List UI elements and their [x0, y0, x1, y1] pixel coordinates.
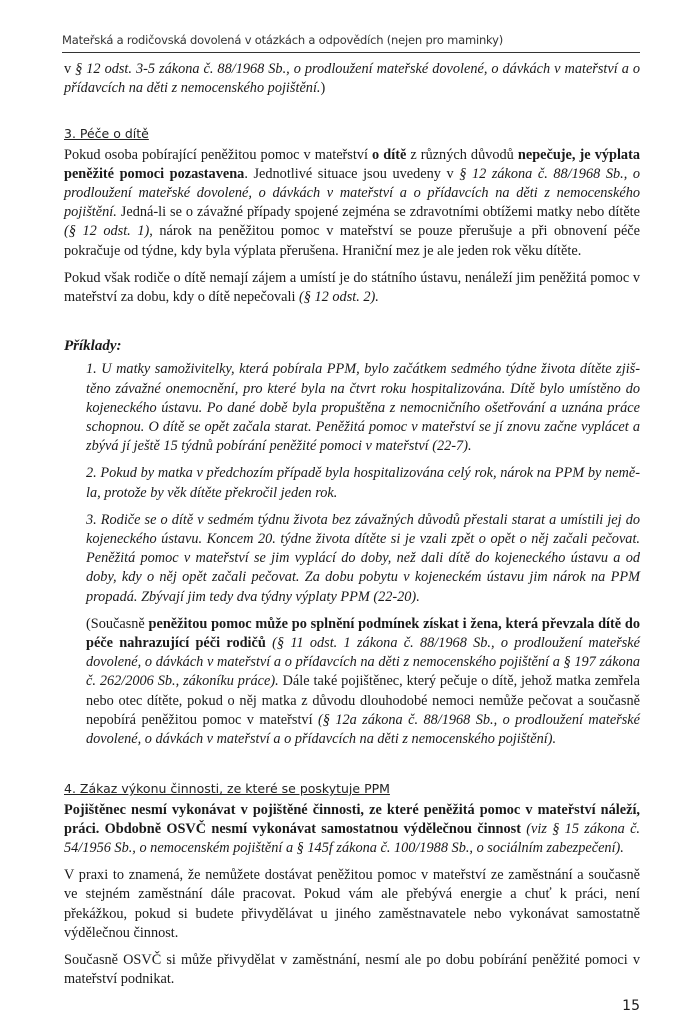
paragraph — [64, 801, 640, 859]
citation-text: § 12 odst. 3-5 zákona č. 88/1968 Sb., o prodloužení mateřské dovolené, o dávkách v mateřství a o přídavcích na děti z nemocenského pojištění. — [64, 61, 640, 97]
bold-text: o dítě — [372, 146, 407, 163]
examples-note — [86, 615, 640, 749]
example-item — [86, 464, 640, 502]
text-run: Pokud však rodiče o dítě nemají zájem a umístí je do státního ústavu, nenáleží jim peněžitá pomoc v mateřství za dobu, kdy o dítě nepečovali — [64, 269, 640, 306]
paragraph — [64, 951, 640, 989]
citation-text: (§ 12 odst. 2). — [299, 289, 379, 306]
text-run: Pokud osoba pobírající peněžitou pomoc v mateřství — [64, 146, 373, 163]
citation-text: (§ 11 odst. 1 zákona č. 88/1968 Sb., o prodloužení mateřské dovolené, o dávkách v mateřství a o přídavcích na děti z nemocenského pojištění a § 197 zákona č. 262/2006 Sb., zákoníku práce). — [86, 635, 640, 690]
text-run: . Jednotlivé situace jsou uvedeny v — [244, 165, 460, 182]
text-run: 3. Rodiče se o dítě v sedmém týdnu života bez závažných důvodů přestali starat a umístili jej do kojeneckého ústavu. Koncem 20. týdne života dítěte si je vzali zpět o opět o něj začali pečovat. Peněžitá pomoc v mateřství se jim vyplácí do doby, než dali dítě do kojeneckého ústavu a od doby, kdy o něj opět začali pečovat. Za dobu pobytu v kojeneckém ústavu jim nárok na PPM propadá. Zbývají jim tedy dva týdny výplaty PPM (22-20). — [86, 511, 640, 605]
page-body — [64, 60, 640, 1027]
text-run: 3. Péče o dítě — [64, 126, 149, 142]
bold-text: peněžitou pomoc může po splnění podmínek získat i žena, která převzala dítě do péče nahrazující péči rodičů — [86, 615, 640, 652]
page-text — [64, 60, 640, 989]
paragraph — [64, 269, 640, 307]
paragraph — [64, 60, 640, 98]
citation-text: § 12 zákona č. 88/1968 Sb., o prodloužení mateřské dovolené, o dávkách v mateřství a o přídavcích na děti z nemocenského pojištění. — [64, 165, 640, 221]
paragraph — [64, 866, 640, 943]
text-run: ) — [320, 80, 326, 97]
citation-text: (viz § 15 zákona č. 54/1956 Sb., o nemocenském pojištění a § 145f zákona č. 100/1988 Sb., o sociálním zabezpečení). — [64, 820, 640, 856]
text-run: Současně OSVČ si může přivydělat v zaměstnání, nesmí ale po dobu pobírání peněžité pomoci v mateřství podnikat. — [64, 951, 640, 988]
bold-text: nepečuje, je výplata peněžité pomoci pozastavena — [64, 146, 640, 182]
example-item — [86, 511, 640, 607]
example-item — [86, 360, 640, 456]
text-run: (Současně — [86, 615, 149, 632]
text-run: Jedná-li se o závažné případy spojené zejména se zdravotními obtížemi matky nebo dítěte — [116, 204, 640, 221]
citation-text: (§ 12 odst. 1) — [64, 223, 150, 240]
text-run: 2. Pokud by matka v předchozím případě byla hospitalizována celý rok, nárok na PPM by neměla, protože by věk dítěte překročil jeden rok. — [86, 465, 640, 501]
text-run: 4. Zákaz výkonu činnosti, ze které se poskytuje PPM — [64, 781, 390, 797]
page-number: 15 — [622, 998, 640, 1015]
section-heading — [64, 779, 640, 798]
text-run: Dále také pojištěnec, který pečuje o dítě, jehož matka zemřela nebo otec dítěte, pokud o něj matka z důvodu dlouhodobé nemoci nemůže pečovat a současně nepobírá peněžitou pomoc v mateřství — [86, 673, 640, 728]
text-run: z různých důvodů — [406, 146, 518, 163]
text-run: V praxi to znamená, že nemůžete dostávat peněžitou pomoc v mateřství ze zaměstnání a současně ve stejném zaměstnání dále pracovat. Pokud vám ale přebývá energie a chuť k práci, není překážkou, pokud si budete přivydělávat u jiného zaměstnavatele nebo vykonávat samostatně výdělečnou činnost. — [64, 867, 640, 941]
running-header: Mateřská a rodičovská dovolená v otázkách a odpovědích (nejen pro maminky) — [62, 33, 640, 53]
section-heading — [64, 124, 640, 143]
text-run: 1. U matky samoživitelky, která pobírala PPM, bylo začátkem sedmého týdne života dítěte zjištěno závažné onemocnění, pro které byla na čtvrt roku hospitalizována. Dítě bylo umístěno do kojeneckého ústavu. Po dané době byla propuštěna z nemocničního ošetřování a uznána práce schopnou. O dítě se opět začala starat. Peněžitá pomoc v mateřství se jí znovu začne vyplácet a zbývá jí ještě 15 týdnů pobírání peněžité pomoci v mateřství (22-7). — [86, 361, 640, 455]
text-run: v — [64, 61, 76, 77]
text-run: , nárok na peněžitou pomoc v mateřství se pouze přerušuje a při obnovení péče pokračuje od týdne, kdy byla výplata přerušena. Hraniční mez je ale jeden rok věku dítěte. — [64, 223, 640, 259]
text-run: Příklady: — [64, 338, 122, 355]
bold-text: Pojištěnec nesmí vykonávat v pojištěné činnosti, ze které peněžitá pomoc v mateřství náleží, práci. Obdobně OSVČ nesmí vykonávat samostatnou výdělečnou činnost — [64, 801, 640, 837]
citation-text: (§ 12a zákona č. 88/1968 Sb., o prodloužení mateřské dovolené, o dávkách v mateřství a o přídavcích na děti z nemocenského pojištění). — [86, 711, 640, 748]
examples-heading — [64, 337, 640, 356]
paragraph — [64, 146, 640, 261]
